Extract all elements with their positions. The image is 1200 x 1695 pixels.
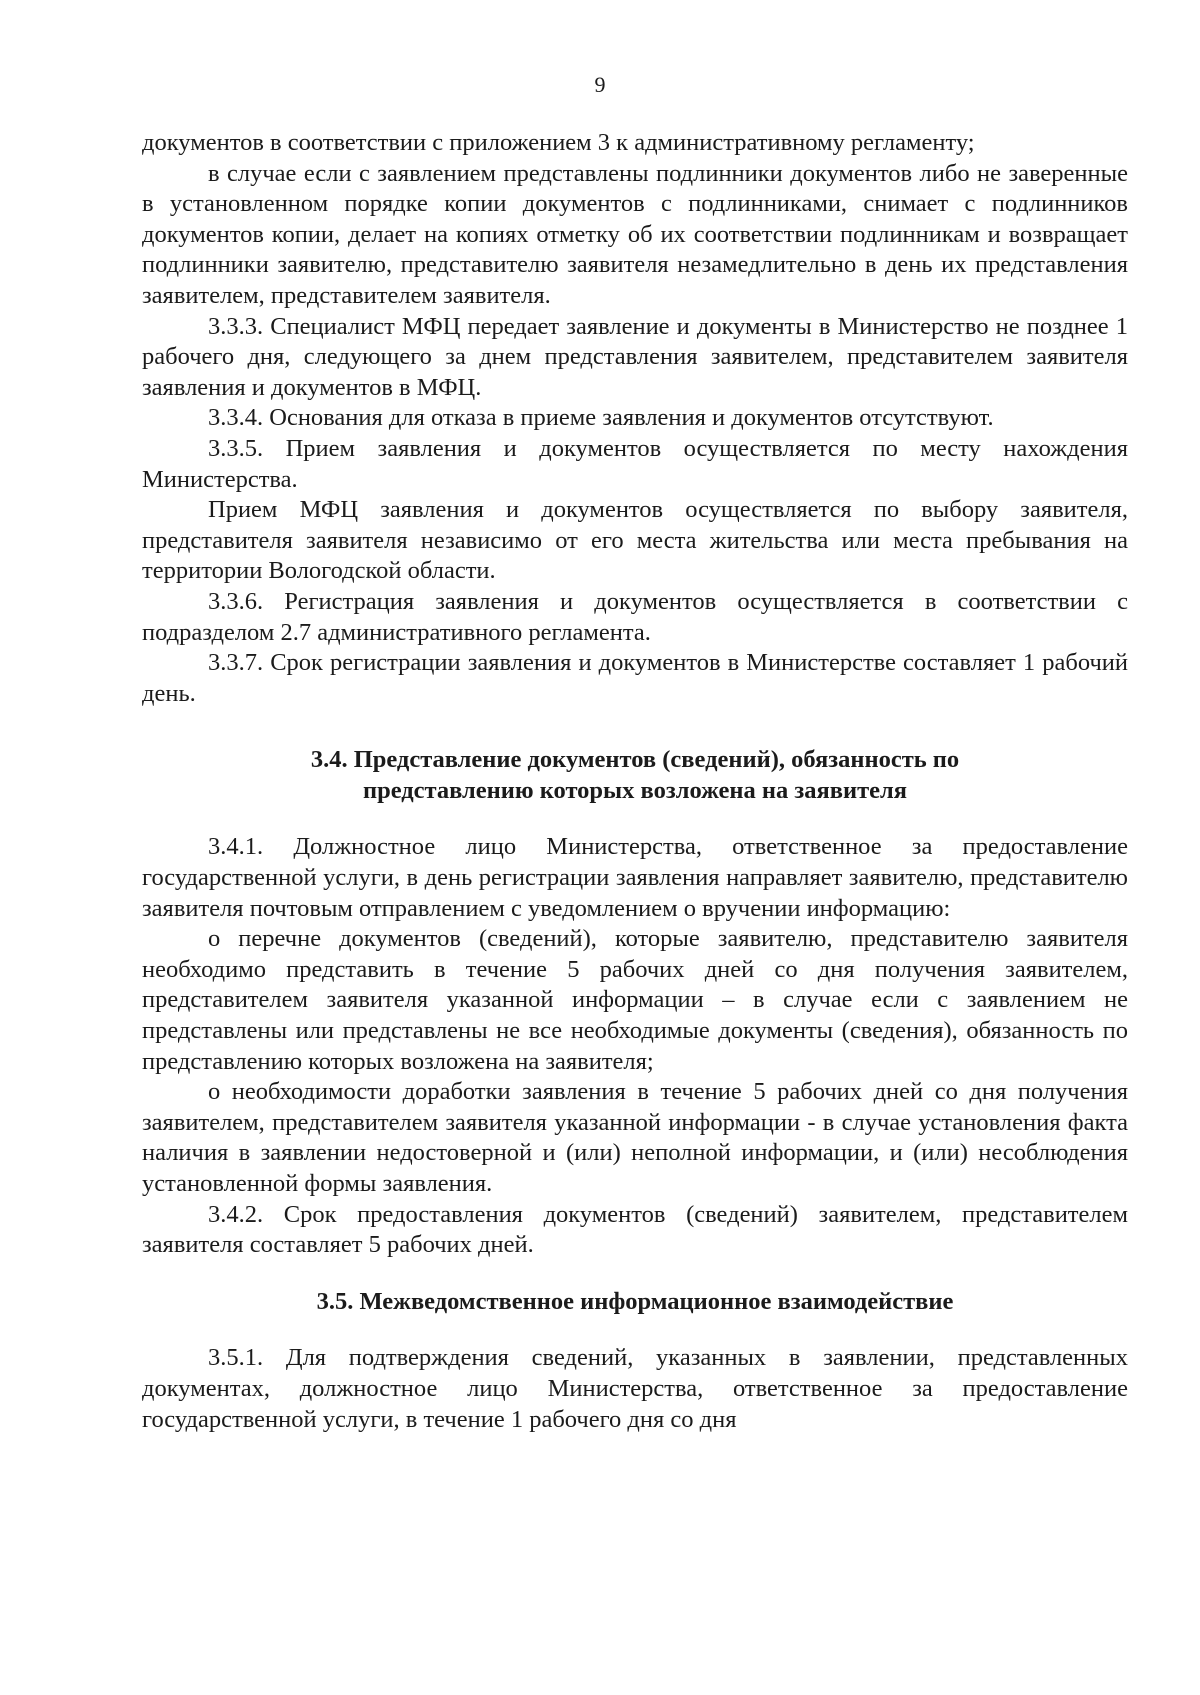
paragraph-3-3-7: 3.3.7. Срок регистрации заявления и документов в Министерстве составляет 1 рабочий день. — [142, 649, 1128, 707]
paragraph-3-5-1: 3.5.1. Для подтверждения сведений, указанных в заявлении, представленных документах, должностное лицо Министерства, ответственное за предоставление государственной услуги, в течение 1 рабочего дня со дня — [142, 1344, 1128, 1433]
paragraph-3-4-1: 3.4.1. Должностное лицо Министерства, ответственное за предоставление государственной услуги, в день регистрации заявления направляет заявителю, представителю заявителя почтовым отправлением с уведомлением о вручении информацию: — [142, 833, 1128, 922]
paragraph: документов в соответствии с приложением 3 к административному регламенту; — [142, 129, 975, 156]
section-heading-line: представлению которых возложена на заявителя — [362, 776, 907, 804]
section-heading-3-5: 3.5. Межведомственное информационное взаимодействие — [316, 1287, 954, 1315]
paragraph-3-3-6: 3.3.6. Регистрация заявления и документов осуществляется в соответствии с подразделом 2.7 административного регламента. — [142, 587, 1128, 646]
paragraph-3-3-4: 3.3.4. Основания для отказа в приеме заявления и документов отсутствуют. — [208, 404, 994, 432]
document-body — [142, 128, 1128, 1435]
paragraph: Прием МФЦ заявления и документов осуществляется по выбору заявителя, представителя заявителя независимо от его места жительства или места пребывания на территории Вологодской области. — [142, 496, 1128, 585]
section-heading-line: 3.4. Представление документов (сведений), обязанность по — [310, 746, 960, 774]
paragraph: о необходимости доработки заявления в течение 5 рабочих дней со дня получения заявителем, представителем заявителя указанной информации - в случае установления факта наличия в заявлении недостоверной и (или) неполной информации, и (или) несоблюдения установленной формы заявления. — [142, 1078, 1128, 1197]
paragraph-3-4-2: 3.4.2. Срок предоставления документов (сведений) заявителем, представителем заявителя составляет 5 рабочих дней. — [142, 1200, 1128, 1259]
paragraph: о перечне документов (сведений), которые заявителю, представителю заявителя необходимо представить в течение 5 рабочих дней со дня получения заявителем, представителем заявителя указанной информации – в случае если с заявлением не представлены или представлены не все необходимые документы (сведения), обязанность по представлению которых возложена на заявителя; — [142, 925, 1128, 1075]
section-heading-3-4 — [142, 745, 1128, 806]
page-number: 9 — [594, 72, 606, 97]
paragraph-3-3-3: 3.3.3. Специалист МФЦ передает заявление и документы в Министерство не позднее 1 рабочего дня, следующего за днем представления заявителем, представителем заявителя заявления и документов в МФЦ. — [142, 312, 1128, 401]
paragraph-3-3-5: 3.3.5. Прием заявления и документов осуществляется по месту нахождения Министерства. — [142, 434, 1128, 493]
paragraph: в случае если с заявлением представлены подлинники документов либо не заверенные в установленном порядке копии документов с подлинниками, снимает с подлинников документов копии, делает на копиях отметку об их соответствии подлинникам и возвращает подлинники заявителю, представителю заявителя незамедлительно в день их представления заявителем, представителем заявителя. — [142, 159, 1128, 309]
